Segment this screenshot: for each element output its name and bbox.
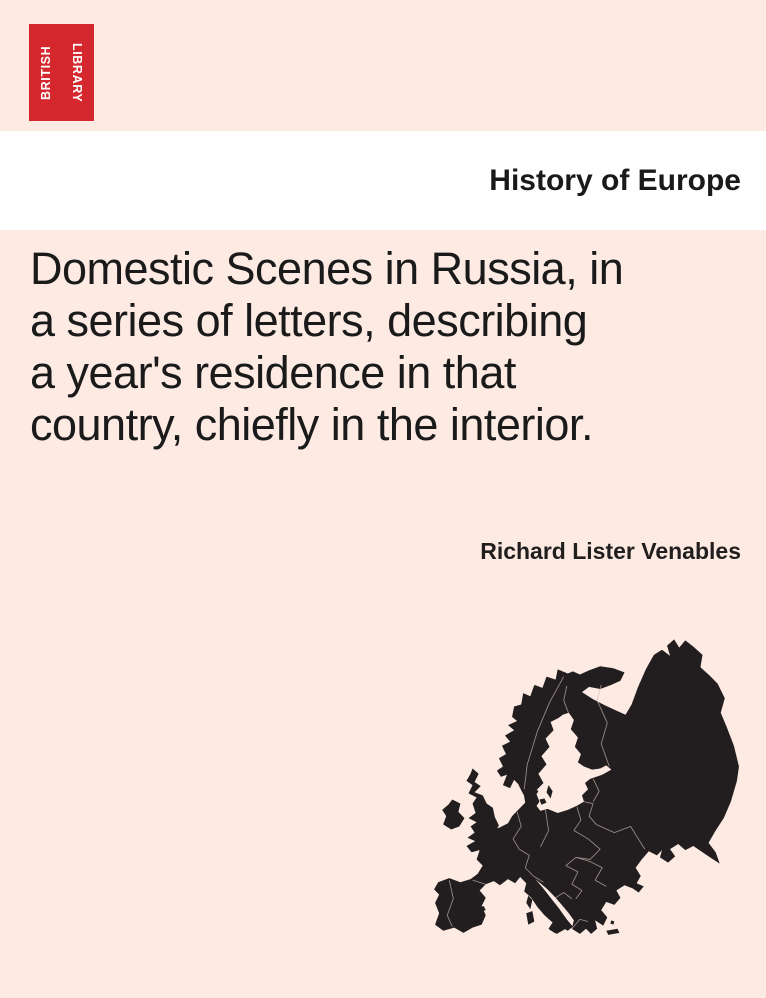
title-line: country, chiefly in the interior. — [30, 399, 593, 450]
title-line: Domestic Scenes in Russia, in — [30, 243, 624, 294]
europe-map-silhouette-icon — [428, 628, 742, 938]
book-title — [30, 243, 750, 451]
title-line: a year's residence in that — [30, 347, 516, 398]
british-library-logo-word-british: BRITISH — [39, 45, 53, 100]
map-danish-isles — [539, 799, 546, 805]
map-aegean-island — [610, 920, 614, 924]
british-library-logo — [29, 24, 94, 121]
map-crete — [606, 929, 619, 935]
author-name: Richard Lister Venables — [480, 538, 741, 564]
category-band — [0, 131, 766, 230]
british-library-logo-word-library: LIBRARY — [70, 42, 84, 103]
map-sardinia — [526, 911, 534, 924]
map-gotland — [547, 785, 553, 798]
title-line: a series of letters, describing — [30, 295, 588, 346]
map-ireland — [442, 800, 464, 830]
category-label: History of Europe — [489, 164, 741, 197]
map-great-britain — [466, 769, 498, 843]
